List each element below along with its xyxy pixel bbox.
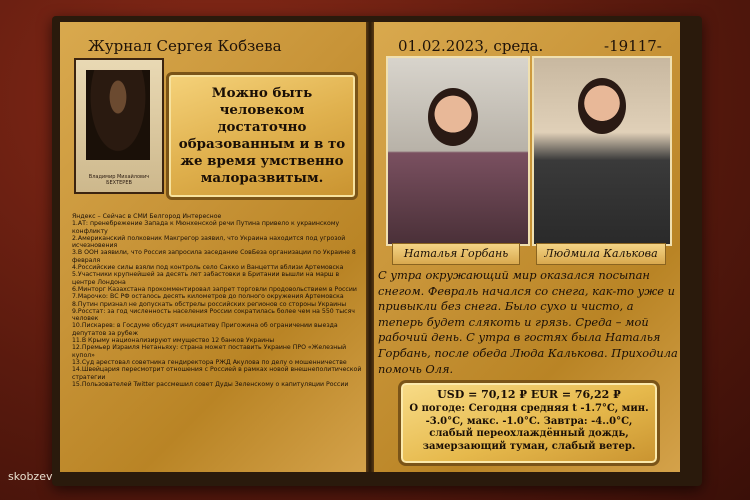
news-item: 9.Росстат: за год численность населения России сократилась более чем на 550 тысяч человек: [72, 307, 355, 323]
author-signature: skobzev: [8, 470, 53, 483]
news-item: 13.Суд арестовал советника гендиректора РЖД Акулова по делу о мошенничестве: [72, 358, 347, 366]
news-item: 10.Пискарев: в Госдуме обсудят инициативу Пригожина об ограничении выезда депутатов за рубеж: [72, 322, 338, 337]
news-item: 5.Участники крупнейшей за десять лет забастовки в Британии вышли на марш в центре Лондона: [72, 271, 340, 286]
photo-left-caption: Наталья Горбань: [392, 243, 520, 265]
journal-title: Журнал Сергея Кобзева: [88, 37, 282, 55]
currency-rates: USD = 70,12 ₽ EUR = 76,22 ₽: [437, 388, 621, 401]
photo-right-caption: Людмила Калькова: [536, 243, 666, 265]
news-item: 11.В Крыму национализируют имущество 12 банков Украины: [72, 337, 275, 345]
person-figure: [578, 78, 626, 134]
news-item: 8.Путин признал не допускать обстрелы российских регионов со стороны Украины: [72, 300, 347, 308]
news-item: 12.Премьер Израиля Нетаньяху: страна может поставить Украине ПРО «Железный купол»: [72, 344, 347, 359]
news-item: 4.Российские силы взяли под контроль село Сакко и Ванцетти вблизи Артемовска: [72, 264, 344, 272]
news-list: [72, 213, 364, 388]
news-item: 15.Пользователей Twitter рассмешил совет Дуды Зеленскому о капитуляции России: [72, 380, 349, 388]
portrait-frame: [74, 58, 164, 194]
person-figure: [428, 88, 478, 146]
portrait-image: [86, 70, 150, 160]
news-item: 2.Американский полковник Макгрегор заявил, что Украина находится под угрозой исчезновения: [72, 234, 346, 250]
weather-report: О погоде: Сегодня средняя t -1.7°C, мин. -3.0°C, макс. -1.0°C. Завтра: -4..0°C, слабый переохлаждённый дождь, замерзающий туман, слабый ветер.: [409, 403, 649, 452]
quote-text: Можно быть человеком достаточно образованным и в то же время умственно малоразвитым.: [178, 85, 346, 186]
photo-right: [532, 56, 672, 246]
portrait-caption-name: Владимир Михайлович: [88, 174, 150, 180]
news-item: 3.В ООН заявили, что Россия запросила заседание СовБеза организации по Украине 8 февраля: [72, 249, 356, 264]
entry-date: 01.02.2023, среда.: [398, 37, 544, 55]
news-item: Яндекс – Сейчас в СМИ Белгород Интересное: [72, 213, 222, 220]
photo-left: [386, 56, 530, 246]
quote-plaque: [166, 72, 358, 200]
issue-number: -19117-: [604, 37, 662, 55]
portrait-caption-surname: БЕХТЕРЕВ: [106, 180, 132, 186]
portrait-caption: [76, 174, 162, 186]
news-item: 7.Марочко: ВС РФ осталось десять километров до полного окружения Артемовска: [72, 293, 344, 301]
news-item: 14.Швейцария пересмотрит отношения с Россией в рамках новой внешнеполитической стратегии: [72, 366, 362, 381]
info-plaque: [398, 380, 660, 466]
book-spine: [366, 22, 374, 472]
news-item: 6.Минторг Казахстана прокомментировал запрет торговли продовольствием в России: [72, 285, 357, 293]
story-text: С утра окружающий мир оказался посыпан снегом. Февраль начался со снега, как-то уже и привыкли без снега. Было сухо и чисто, а теперь будет слякоть и грязь. Среда – мой рабочий день. С утра в гостях была Наталья Горбань, после обеда Люда Калькова. Приходила помочь Оля.: [378, 268, 678, 376]
news-item: 1.АТ: пренебрежение Запада к Мюнхенской речи Путина привело к украинскому конфликту: [72, 220, 340, 235]
